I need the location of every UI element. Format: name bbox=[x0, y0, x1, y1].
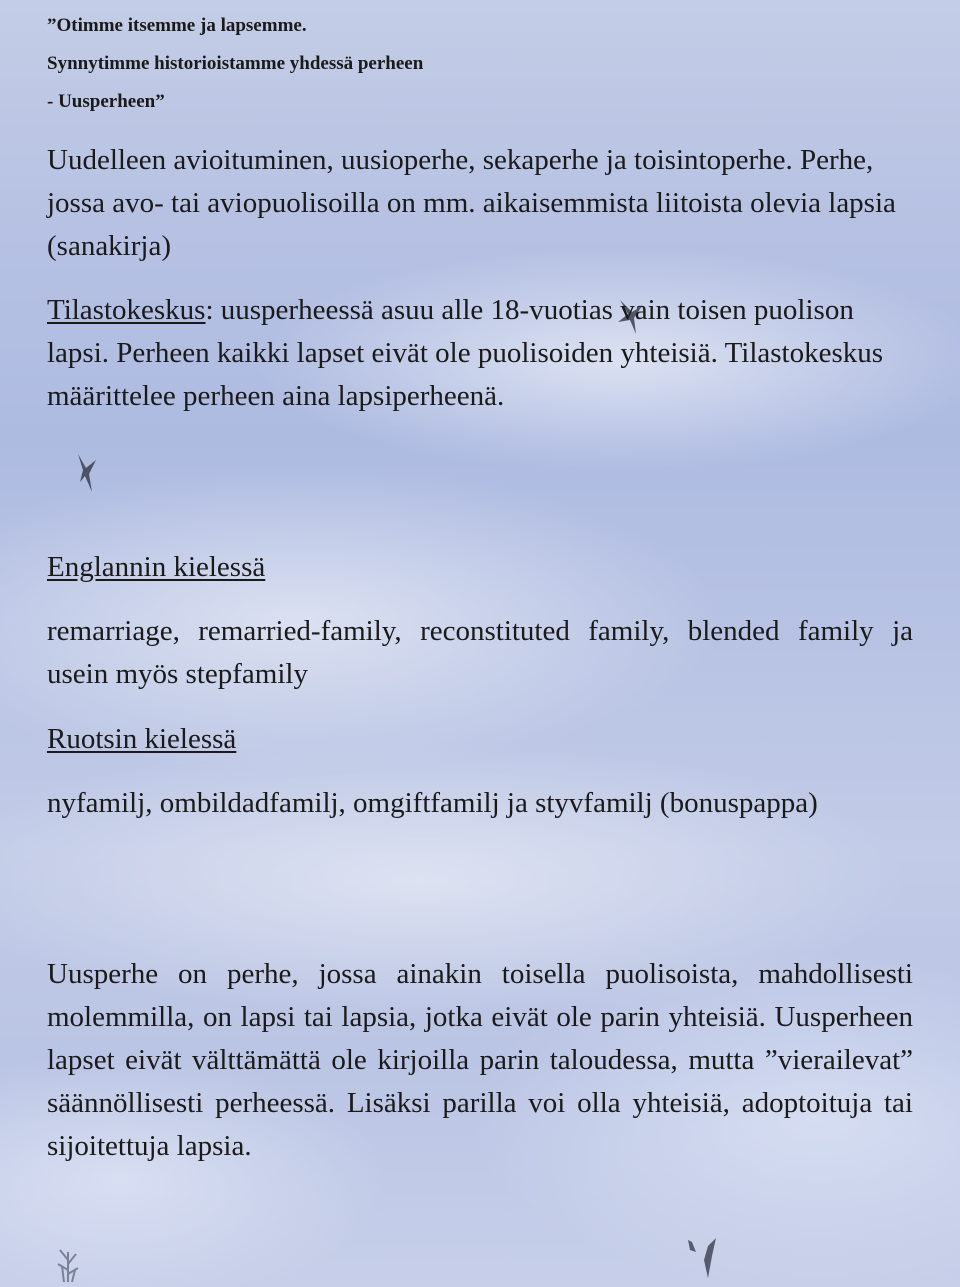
english-terms: remarriage, remarried-family, reconstituted family, blended family ja usein myös stepfamily bbox=[47, 615, 913, 690]
intro-paragraph: Uudelleen avioituminen, uusioperhe, sekaperhe ja toisintoperhe. Perhe, jossa avo- tai aviopuolisoilla on mm. aikaisemmista liitoista olevia lapsia (sanakirja) bbox=[47, 144, 896, 262]
plant-silhouette-icon bbox=[48, 1242, 88, 1282]
english-heading: Englannin kielessä bbox=[47, 551, 266, 583]
bird-icon bbox=[686, 1236, 720, 1280]
header-quote-line-2: Synnytimme historioistamme yhdessä perheen bbox=[47, 53, 424, 74]
swedish-heading: Ruotsin kielessä bbox=[47, 723, 237, 755]
swedish-terms: nyfamilj, ombildadfamilj, omgiftfamilj ja styvfamilj (bonuspappa) bbox=[47, 787, 818, 819]
tilastokeskus-paragraph bbox=[47, 289, 913, 418]
tilastokeskus-label: Tilastokeskus bbox=[47, 294, 206, 326]
header-quote-line-1: ”Otimme itsemme ja lapsemme. bbox=[47, 15, 307, 36]
header-quote-line-3: - Uusperheen” bbox=[47, 91, 165, 112]
definition-paragraph: Uusperhe on perhe, jossa ainakin toisella puolisoista, mahdollisesti molemmilla, on lapsi tai lapsia, jotka eivät ole parin yhteisiä. Uusperheen lapset eivät välttämättä ole kirjoilla parin taloudessa, mutta ”vierailevat” säännöllisesti perheessä. Lisäksi parilla voi olla yhteisiä, adoptoituja tai sijoitettuja lapsia. bbox=[47, 958, 913, 1162]
bird-icon bbox=[76, 452, 98, 494]
tilastokeskus-text: : uusperheessä asuu alle 18-vuotias vain toisen puolison lapsi. Perheen kaikki lapset eivät ole puolisoiden yhteisiä. Tilastokeskus määrittelee perheen aina lapsiperheenä. bbox=[47, 294, 884, 412]
